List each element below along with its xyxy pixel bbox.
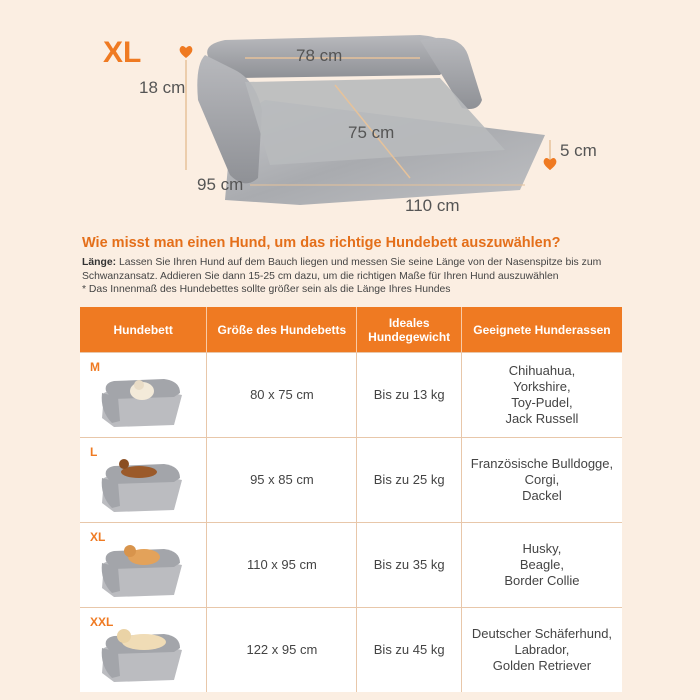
bed-with-shiba-image bbox=[94, 533, 194, 603]
breed-item: Französische Bulldogge, bbox=[470, 456, 614, 471]
breed-item: Jack Russell bbox=[505, 411, 579, 426]
bed-size-label: XL bbox=[90, 530, 106, 544]
breeds-cell bbox=[462, 438, 622, 522]
header-bed: Hundebett bbox=[80, 307, 207, 352]
breed-item: Yorkshire, bbox=[513, 379, 571, 394]
length-label: Länge: bbox=[82, 257, 117, 268]
breeds-cell bbox=[462, 353, 622, 437]
bed-size-label: M bbox=[90, 360, 100, 374]
bed-image-cell bbox=[80, 608, 207, 692]
bed-weight: Bis zu 45 kg bbox=[357, 608, 461, 692]
breed-item: Chihuahua, bbox=[508, 363, 576, 378]
breed-item: Golden Retriever bbox=[492, 658, 592, 673]
measure-heading: Wie misst man einen Hund, um das richtige Hundebett auszuwählen? bbox=[82, 235, 561, 251]
dim-height: 18 cm bbox=[139, 78, 186, 97]
breeds-cell bbox=[462, 608, 622, 692]
header-bed-size: Größe des Hundebetts bbox=[207, 307, 357, 352]
breed-item: Border Collie bbox=[504, 573, 580, 588]
breed-item: Beagle, bbox=[519, 557, 564, 572]
bed-dimensions: 110 x 95 cm bbox=[207, 523, 357, 607]
breed-item: Labrador, bbox=[514, 642, 570, 657]
bed-dimensions: 95 x 85 cm bbox=[207, 438, 357, 522]
table-header bbox=[80, 307, 622, 352]
breeds-cell bbox=[462, 523, 622, 607]
dim-base-height: 5 cm bbox=[560, 141, 597, 160]
table-row bbox=[80, 607, 622, 692]
breed-item: Husky, bbox=[522, 541, 562, 556]
bed-size-label: XXL bbox=[90, 615, 114, 629]
table-row bbox=[80, 352, 622, 437]
table-row bbox=[80, 437, 622, 522]
dim-width: 110 cm bbox=[405, 196, 460, 215]
bed-with-chihuahua-image bbox=[94, 363, 194, 433]
inner-size-note: * Das Innenmaß des Hundebettes sollte größer sein als die Länge Ihres Hundes bbox=[82, 284, 451, 296]
bed-dimensions: 122 x 95 cm bbox=[207, 608, 357, 692]
breed-item: Corgi, bbox=[524, 472, 560, 487]
bed-weight: Bis zu 35 kg bbox=[357, 523, 461, 607]
bed-image-cell bbox=[80, 438, 207, 522]
measure-description bbox=[82, 256, 642, 297]
size-table bbox=[80, 307, 622, 692]
bed-weight: Bis zu 13 kg bbox=[357, 353, 461, 437]
bed-dimensions: 80 x 75 cm bbox=[207, 353, 357, 437]
bed-size-label: L bbox=[90, 445, 98, 459]
bed-image-cell bbox=[80, 353, 207, 437]
dim-depth: 95 cm bbox=[197, 175, 244, 194]
bed-with-retriever-image bbox=[94, 618, 194, 688]
dim-inner-width: 78 cm bbox=[296, 46, 343, 65]
hero-product-illustration bbox=[0, 0, 700, 230]
bed-image-cell bbox=[80, 523, 207, 607]
length-text: Lassen Sie Ihren Hund auf dem Bauch liegen und messen Sie seine Länge von der Nasenspitze bis zum Schwanzansatz. Addieren Sie dann 15-25 cm dazu, um die richtigen Maße für Ihren Hund auszuwählen bbox=[82, 257, 602, 282]
breed-item: Deutscher Schäferhund, bbox=[471, 626, 613, 641]
bed-illustration bbox=[0, 0, 700, 230]
hero-size-label: XL bbox=[103, 36, 142, 69]
table-row bbox=[80, 522, 622, 607]
header-ideal-weight: Ideales Hundegewicht bbox=[357, 307, 461, 352]
bed-weight: Bis zu 25 kg bbox=[357, 438, 461, 522]
breed-item: Toy-Pudel, bbox=[511, 395, 573, 410]
bed-with-dachshund-image bbox=[94, 448, 194, 518]
breed-item: Dackel bbox=[522, 488, 562, 503]
heart-marker-icon bbox=[180, 46, 193, 58]
header-breeds: Geeignete Hunderassen bbox=[473, 322, 611, 337]
dim-inner-length: 75 cm bbox=[348, 123, 395, 142]
